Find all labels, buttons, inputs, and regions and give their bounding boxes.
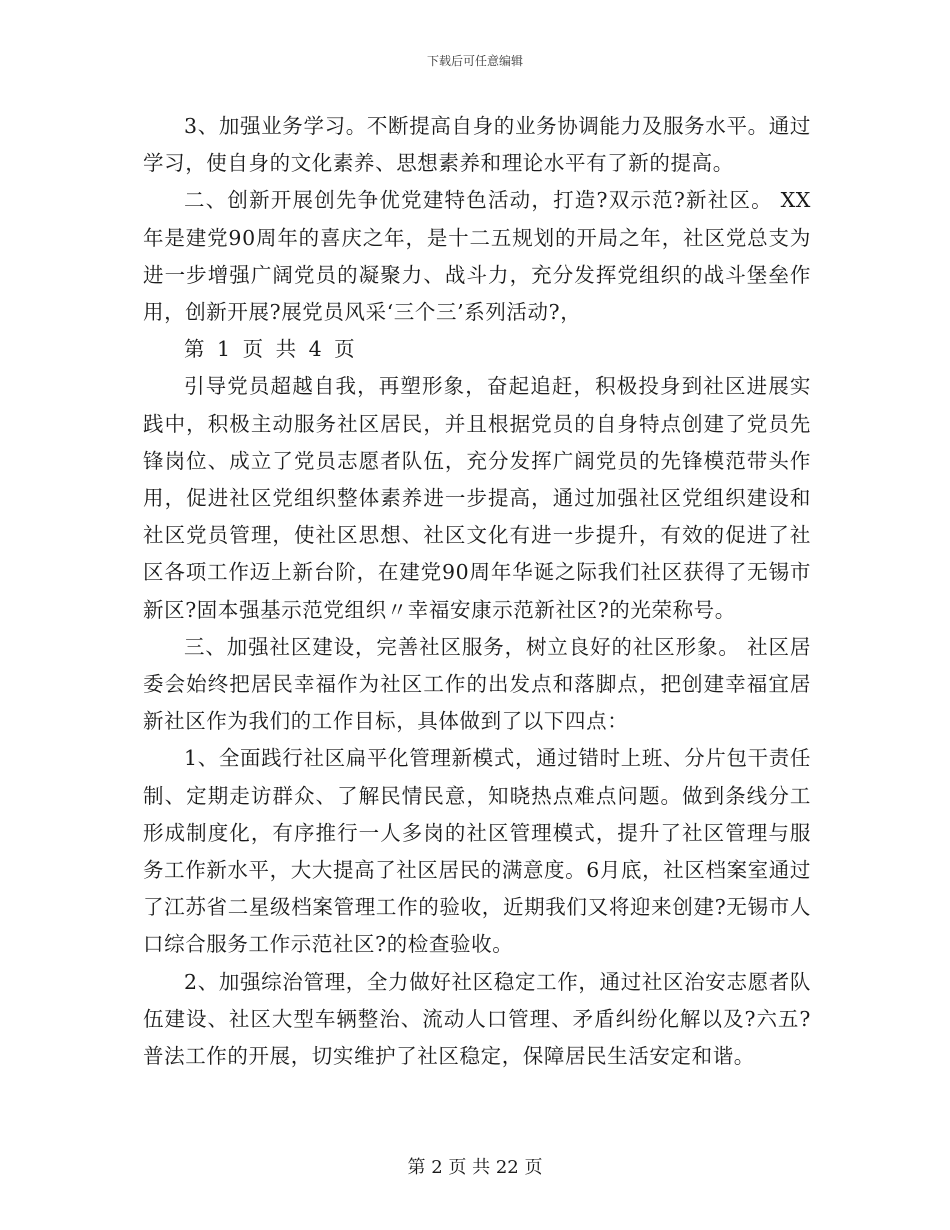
paragraph-comprehensive-management: 2、加强综治管理，全力做好社区稳定工作，通过社区治安志愿者队伍建设、社区大型车辆整治、流动人口管理、矛盾纠纷化解以及?六五?普法工作的开展，切实维护了社区稳定，保障居民生活安定和谐。 bbox=[143, 969, 811, 1069]
document-body bbox=[143, 108, 811, 1075]
page-header: 下载后可任意编辑 bbox=[426, 54, 523, 68]
paragraph-party-activities: 二、创新开展创先争优党建特色活动，打造?双示范?新社区。 XX年是建党90周年的喜庆之年，是十二五规划的开局之年，社区党总支为进一步增强广阔党员的凝聚力、战斗力，充分发挥党组织的战斗堡垒作用，创新开展?展党员风采‘三个三’系列活动?， bbox=[143, 188, 811, 325]
paragraph-flat-management: 1、全面践行社区扁平化管理新模式，通过错时上班、分片包干责任制、定期走访群众、了解民情民意，知晓热点难点问题。做到条线分工形成制度化，有序推行一人多岗的社区管理模式，提升了社区管理与服务工作新水平，大大提高了社区居民的满意度。6月底，社区档案室通过了江苏省二星级档案管理工作的验收，近期我们又将迎来创建?无锡市人口综合服务工作示范社区?的检查验收。 bbox=[143, 746, 811, 957]
paragraph-party-members: 引导党员超越自我，再塑形象，奋起追赶，积极投身到社区进展实践中，积极主动服务社区居民，并且根据党员的自身特点创建了党员先锋岗位、成立了党员志愿者队伍，充分发挥广阔党员的先锋模范带头作用，促进社区党组织整体素养进一步提高，通过加强社区党组织建设和社区党员管理，使社区思想、社区文化有进一步提升，有效的促进了社区各项工作迈上新台阶，在建党90周年华诞之际我们社区获得了无锡市新区?固本强基示范党组织〃幸福安康示范新社区?的光荣称号。 bbox=[143, 374, 811, 622]
page-footer: 第 2 页 共 22 页 bbox=[407, 1157, 543, 1178]
paragraph-community-building: 三、加强社区建设，完善社区服务，树立良好的社区形象。 社区居委会始终把居民幸福作为社区工作的出发点和落脚点，把创建幸福宜居新社区作为我们的工作目标，具体做到了以下四点： bbox=[143, 634, 811, 734]
inner-page-marker: 第 1 页 共 4 页 bbox=[184, 337, 355, 362]
paragraph-business-study: 3、加强业务学习。不断提高自身的业务协调能力及服务水平。通过学习，使自身的文化素养、思想素养和理论水平有了新的提高。 bbox=[143, 114, 811, 176]
